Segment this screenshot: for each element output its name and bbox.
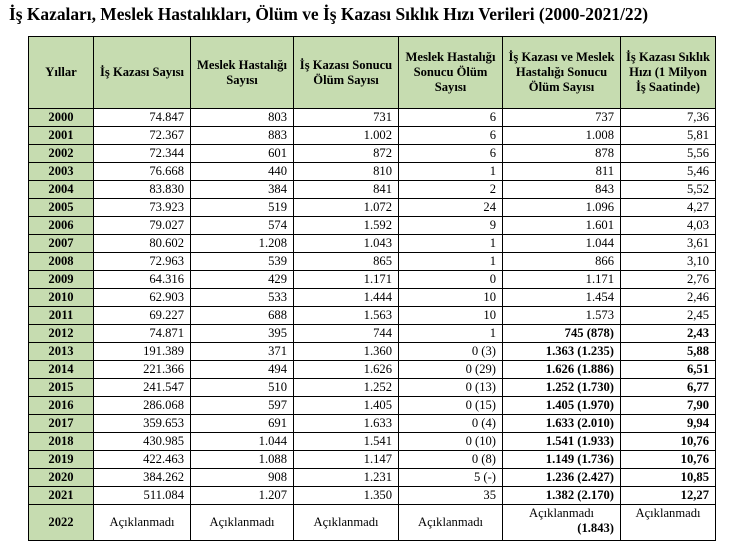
total-death-cell: 1.454 — [503, 289, 621, 307]
disease-count-cell: 1.044 — [191, 433, 294, 451]
table-body — [29, 109, 716, 541]
table-row — [29, 307, 716, 325]
year-cell: 2007 — [29, 235, 94, 253]
accident-death-cell: 1.171 — [294, 271, 399, 289]
accident-death-cell: 1.444 — [294, 289, 399, 307]
total-death-cell: 811 — [503, 163, 621, 181]
frequency-rate-cell: 5,56 — [621, 145, 716, 163]
disease-count-cell: 883 — [191, 127, 294, 145]
table-row — [29, 451, 716, 469]
year-cell: 2018 — [29, 433, 94, 451]
accident-count-cell: 384.262 — [94, 469, 191, 487]
accident-count-cell: 74.847 — [94, 109, 191, 127]
disease-count-cell: 601 — [191, 145, 294, 163]
disease-death-cell: 10 — [399, 307, 503, 325]
frequency-rate-cell: 10,76 — [621, 433, 716, 451]
disease-count-cell: 1.088 — [191, 451, 294, 469]
total-death-cell: 1.626 (1.886) — [503, 361, 621, 379]
total-death-cell: 1.044 — [503, 235, 621, 253]
year-cell: 2004 — [29, 181, 94, 199]
disease-count-cell: 688 — [191, 307, 294, 325]
disease-death-cell: 10 — [399, 289, 503, 307]
disease-death-cell: 0 (13) — [399, 379, 503, 397]
disease-count-cell: 519 — [191, 199, 294, 217]
total-death-cell: 1.405 (1.970) — [503, 397, 621, 415]
table-row — [29, 127, 716, 145]
accident-count-cell: 73.923 — [94, 199, 191, 217]
column-header-accidents: İş Kazası Sayısı — [94, 37, 191, 109]
disease-death-cell: Açıklanmadı — [399, 505, 503, 541]
table-row — [29, 289, 716, 307]
frequency-rate-cell: 5,52 — [621, 181, 716, 199]
total-death-status: Açıklanmadı — [528, 506, 595, 520]
accident-death-cell: 1.405 — [294, 397, 399, 415]
total-death-cell: 1.236 (2.427) — [503, 469, 621, 487]
disease-count-cell: 440 — [191, 163, 294, 181]
year-cell: 2014 — [29, 361, 94, 379]
accident-death-cell: 1.002 — [294, 127, 399, 145]
year-cell: 2020 — [29, 469, 94, 487]
disease-death-cell: 1 — [399, 163, 503, 181]
total-death-cell: 1.252 (1.730) — [503, 379, 621, 397]
accident-count-cell: 221.366 — [94, 361, 191, 379]
accident-count-cell: 62.903 — [94, 289, 191, 307]
frequency-rate-cell: 3,61 — [621, 235, 716, 253]
disease-count-cell: 691 — [191, 415, 294, 433]
frequency-rate-cell: 2,46 — [621, 289, 716, 307]
total-death-cell: 745 (878) — [503, 325, 621, 343]
table-row — [29, 433, 716, 451]
frequency-rate-cell: 5,81 — [621, 127, 716, 145]
table-row — [29, 145, 716, 163]
accident-death-cell: 1.626 — [294, 361, 399, 379]
accident-death-cell: 1.252 — [294, 379, 399, 397]
disease-count-cell: 371 — [191, 343, 294, 361]
frequency-rate-cell: 3,10 — [621, 253, 716, 271]
total-death-cell: 1.171 — [503, 271, 621, 289]
total-death-cell: 866 — [503, 253, 621, 271]
table-row — [29, 109, 716, 127]
year-cell: 2010 — [29, 289, 94, 307]
table-row — [29, 181, 716, 199]
accident-count-cell: 422.463 — [94, 451, 191, 469]
accident-death-cell: 1.350 — [294, 487, 399, 505]
disease-count-cell: 533 — [191, 289, 294, 307]
total-death-value: (1.843) — [577, 521, 614, 535]
frequency-rate-cell: 6,51 — [621, 361, 716, 379]
accident-count-cell: 241.547 — [94, 379, 191, 397]
header-row — [29, 37, 716, 109]
column-header-frequency-rate: İş Kazası Sıklık Hızı (1 Milyon İş Saatinde) — [621, 37, 716, 109]
frequency-rate-cell: 4,27 — [621, 199, 716, 217]
disease-death-cell: 24 — [399, 199, 503, 217]
accident-death-cell: 1.147 — [294, 451, 399, 469]
disease-count-cell: Açıklanmadı — [191, 505, 294, 541]
table-row — [29, 487, 716, 505]
accident-death-cell: 744 — [294, 325, 399, 343]
table-row — [29, 271, 716, 289]
disease-death-cell: 0 (3) — [399, 343, 503, 361]
accident-count-cell: 191.389 — [94, 343, 191, 361]
year-cell: 2022 — [29, 505, 94, 541]
accident-count-cell: 359.653 — [94, 415, 191, 433]
table-row — [29, 235, 716, 253]
accident-count-cell: 286.068 — [94, 397, 191, 415]
disease-death-cell: 0 — [399, 271, 503, 289]
total-death-cell: 1.633 (2.010) — [503, 415, 621, 433]
statistics-table — [28, 36, 716, 541]
table-row — [29, 379, 716, 397]
disease-death-cell: 0 (15) — [399, 397, 503, 415]
disease-death-cell: 2 — [399, 181, 503, 199]
year-cell: 2019 — [29, 451, 94, 469]
total-death-cell: 1.573 — [503, 307, 621, 325]
accident-death-cell: 841 — [294, 181, 399, 199]
year-cell: 2013 — [29, 343, 94, 361]
accident-death-cell: Açıklanmadı — [294, 505, 399, 541]
disease-count-cell: 510 — [191, 379, 294, 397]
disease-death-cell: 0 (4) — [399, 415, 503, 433]
table-row — [29, 361, 716, 379]
year-cell: 2016 — [29, 397, 94, 415]
accident-death-cell: 1.043 — [294, 235, 399, 253]
disease-count-cell: 429 — [191, 271, 294, 289]
table-row — [29, 163, 716, 181]
table-row — [29, 325, 716, 343]
frequency-rate-cell: 7,90 — [621, 397, 716, 415]
column-header-disease-deaths: Meslek Hastalığı Sonucu Ölüm Sayısı — [399, 37, 503, 109]
accident-death-cell: 1.231 — [294, 469, 399, 487]
disease-count-cell: 1.207 — [191, 487, 294, 505]
accident-count-cell: 72.963 — [94, 253, 191, 271]
total-death-cell: 1.601 — [503, 217, 621, 235]
column-header-occupational-diseases: Meslek Hastalığı Sayısı — [191, 37, 294, 109]
accident-death-cell: 865 — [294, 253, 399, 271]
accident-death-cell: 1.360 — [294, 343, 399, 361]
disease-death-cell: 35 — [399, 487, 503, 505]
frequency-rate-cell: 5,88 — [621, 343, 716, 361]
accident-count-cell: 74.871 — [94, 325, 191, 343]
frequency-rate-cell: 10,85 — [621, 469, 716, 487]
accident-count-cell: 83.830 — [94, 181, 191, 199]
frequency-rate-cell: 2,43 — [621, 325, 716, 343]
accident-death-cell: 1.541 — [294, 433, 399, 451]
accident-count-cell: 76.668 — [94, 163, 191, 181]
column-header-years: Yıllar — [29, 37, 94, 109]
total-death-cell: 1.382 (2.170) — [503, 487, 621, 505]
accident-death-cell: 1.592 — [294, 217, 399, 235]
disease-count-cell: 597 — [191, 397, 294, 415]
disease-count-cell: 384 — [191, 181, 294, 199]
column-header-total-deaths: İş Kazası ve Meslek Hastalığı Sonucu Ölüm Sayısı — [503, 37, 621, 109]
frequency-rate-cell: Açıklanmadı — [621, 505, 716, 541]
disease-count-cell: 803 — [191, 109, 294, 127]
disease-death-cell: 6 — [399, 145, 503, 163]
total-death-cell: 1.149 (1.736) — [503, 451, 621, 469]
total-death-cell: 1.008 — [503, 127, 621, 145]
table-row — [29, 199, 716, 217]
total-death-cell: 1.541 (1.933) — [503, 433, 621, 451]
accident-count-cell: 79.027 — [94, 217, 191, 235]
disease-death-cell: 9 — [399, 217, 503, 235]
accident-death-cell: 872 — [294, 145, 399, 163]
accident-count-cell: 511.084 — [94, 487, 191, 505]
year-cell: 2000 — [29, 109, 94, 127]
disease-death-cell: 0 (29) — [399, 361, 503, 379]
table-row — [29, 505, 716, 541]
year-cell: 2008 — [29, 253, 94, 271]
accident-count-cell: 430.985 — [94, 433, 191, 451]
frequency-rate-cell: 7,36 — [621, 109, 716, 127]
table-row — [29, 343, 716, 361]
disease-count-cell: 574 — [191, 217, 294, 235]
table-row — [29, 253, 716, 271]
accident-count-cell: 64.316 — [94, 271, 191, 289]
frequency-rate-cell: 10,76 — [621, 451, 716, 469]
year-cell: 2005 — [29, 199, 94, 217]
total-death-cell: 1.096 — [503, 199, 621, 217]
disease-death-cell: 0 (8) — [399, 451, 503, 469]
page-title: İş Kazaları, Meslek Hastalıkları, Ölüm ve İş Kazası Sıklık Hızı Verileri (2000-2021/22) — [9, 4, 649, 24]
accident-death-cell: 1.633 — [294, 415, 399, 433]
disease-count-cell: 539 — [191, 253, 294, 271]
year-cell: 2003 — [29, 163, 94, 181]
total-death-cell: 878 — [503, 145, 621, 163]
year-cell: 2001 — [29, 127, 94, 145]
total-death-cell — [503, 505, 621, 541]
accident-death-cell: 1.072 — [294, 199, 399, 217]
frequency-rate-cell: 2,45 — [621, 307, 716, 325]
total-death-cell: 843 — [503, 181, 621, 199]
disease-death-cell: 1 — [399, 235, 503, 253]
total-death-cell: 1.363 (1.235) — [503, 343, 621, 361]
accident-count-cell: 80.602 — [94, 235, 191, 253]
year-cell: 2002 — [29, 145, 94, 163]
year-cell: 2009 — [29, 271, 94, 289]
total-death-cell: 737 — [503, 109, 621, 127]
year-cell: 2011 — [29, 307, 94, 325]
year-cell: 2006 — [29, 217, 94, 235]
accident-count-cell: Açıklanmadı — [94, 505, 191, 541]
accident-death-cell: 731 — [294, 109, 399, 127]
disease-death-cell: 0 (10) — [399, 433, 503, 451]
disease-death-cell: 1 — [399, 325, 503, 343]
disease-death-cell: 6 — [399, 127, 503, 145]
accident-death-cell: 810 — [294, 163, 399, 181]
table-row — [29, 415, 716, 433]
accident-count-cell: 69.227 — [94, 307, 191, 325]
frequency-rate-cell: 4,03 — [621, 217, 716, 235]
disease-death-cell: 5 (-) — [399, 469, 503, 487]
table-row — [29, 217, 716, 235]
year-cell: 2015 — [29, 379, 94, 397]
column-header-accident-deaths: İş Kazası Sonucu Ölüm Sayısı — [294, 37, 399, 109]
frequency-rate-cell: 2,76 — [621, 271, 716, 289]
frequency-rate-cell: 12,27 — [621, 487, 716, 505]
table-row — [29, 469, 716, 487]
table-row — [29, 397, 716, 415]
disease-count-cell: 395 — [191, 325, 294, 343]
year-cell: 2017 — [29, 415, 94, 433]
accident-count-cell: 72.367 — [94, 127, 191, 145]
year-cell: 2012 — [29, 325, 94, 343]
disease-count-cell: 494 — [191, 361, 294, 379]
frequency-rate-cell: 6,77 — [621, 379, 716, 397]
year-cell: 2021 — [29, 487, 94, 505]
frequency-rate-cell: 9,94 — [621, 415, 716, 433]
disease-count-cell: 1.208 — [191, 235, 294, 253]
accident-death-cell: 1.563 — [294, 307, 399, 325]
disease-death-cell: 1 — [399, 253, 503, 271]
disease-count-cell: 908 — [191, 469, 294, 487]
frequency-rate-cell: 5,46 — [621, 163, 716, 181]
accident-count-cell: 72.344 — [94, 145, 191, 163]
disease-death-cell: 6 — [399, 109, 503, 127]
